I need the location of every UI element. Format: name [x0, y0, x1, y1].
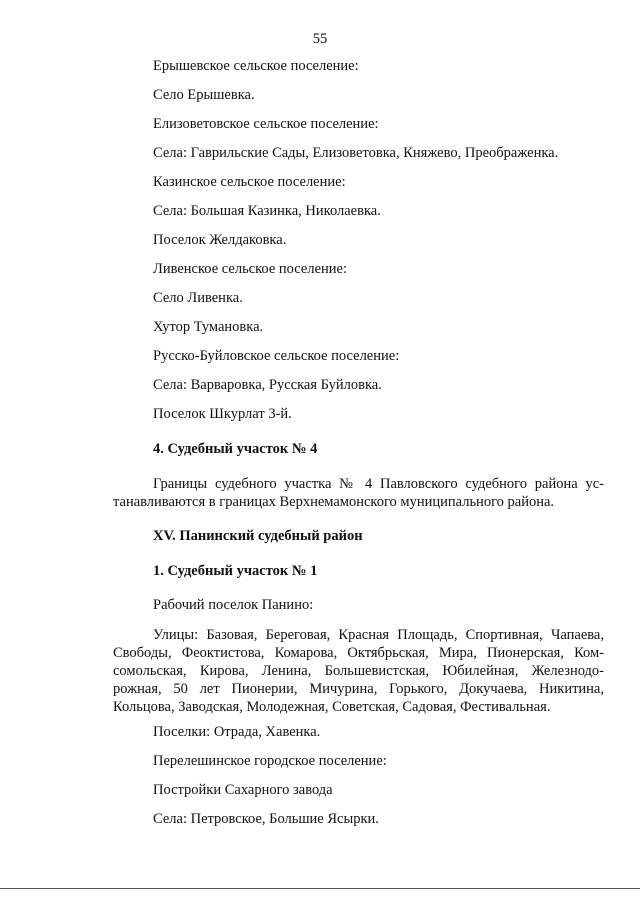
- settlement-heading-eryshevskoe: Ерышевское сельское поселение:: [153, 58, 359, 74]
- page-number: 55: [312, 31, 328, 47]
- locality-line: Села: Варваровка, Русская Буйловка.: [153, 377, 382, 393]
- settlement-heading-livenskoe: Ливенское сельское поселение:: [153, 261, 347, 277]
- locality-line: Поселок Шкурлат 3-й.: [153, 406, 292, 422]
- locality-line: Поселки: Отрада, Хавенка.: [153, 724, 321, 740]
- district-heading: XV. Панинский судебный район: [153, 528, 363, 544]
- locality-line: Хутор Тумановка.: [153, 319, 264, 335]
- locality-line: Поселок Желдаковка.: [153, 232, 287, 248]
- paragraph-streets: [113, 626, 604, 716]
- paragraph-line: Свободы, Феоктистова, Комарова, Октябрьская, Мира, Пионерская, Ком-: [113, 645, 604, 661]
- paragraph-line: Кольцова, Заводская, Молодежная, Советская, Садовая, Фестивальная.: [113, 699, 551, 715]
- settlement-heading-elizovetovskoe: Елизоветовское сельское поселение:: [153, 116, 379, 132]
- settlement-heading-pereleshinskoe: Перелешинское городское поселение:: [153, 753, 387, 769]
- locality-heading-panino: Рабочий поселок Панино:: [153, 597, 314, 613]
- paragraph-line: сомольская, Кирова, Ленина, Большевистская, Юбилейная, Железнодо-: [113, 663, 604, 679]
- section-heading-uchastok-4: 4. Судебный участок № 4: [153, 441, 318, 457]
- locality-line: Село Ерышевка.: [153, 87, 255, 103]
- locality-line: Села: Большая Казинка, Николаевка.: [153, 203, 381, 219]
- settlement-heading-russko-buylovskoe: Русско-Буйловское сельское поселение:: [153, 348, 400, 364]
- page-bottom-rule: [0, 888, 640, 889]
- locality-line: Постройки Сахарного завода: [153, 782, 333, 798]
- settlement-heading-kazinskoe: Казинское сельское поселение:: [153, 174, 346, 190]
- locality-line: Села: Гаврильские Сады, Елизоветовка, Княжево, Преображенка.: [153, 145, 559, 161]
- paragraph-line: танавливаются в границах Верхнемамонского муниципального района.: [113, 494, 555, 510]
- paragraph-line: Улицы: Базовая, Береговая, Красная Площадь, Спортивная, Чапаева,: [153, 627, 604, 643]
- paragraph-uchastok-4-bounds: [113, 475, 604, 511]
- locality-line: Села: Петровское, Большие Ясырки.: [153, 811, 379, 827]
- section-heading-uchastok-1: 1. Судебный участок № 1: [153, 563, 318, 579]
- paragraph-line: рожная, 50 лет Пионерии, Мичурина, Горького, Докучаева, Никитина,: [113, 681, 604, 697]
- paragraph-line: Границы судебного участка № 4 Павловского судебного района ус-: [153, 476, 604, 492]
- locality-line: Село Ливенка.: [153, 290, 243, 306]
